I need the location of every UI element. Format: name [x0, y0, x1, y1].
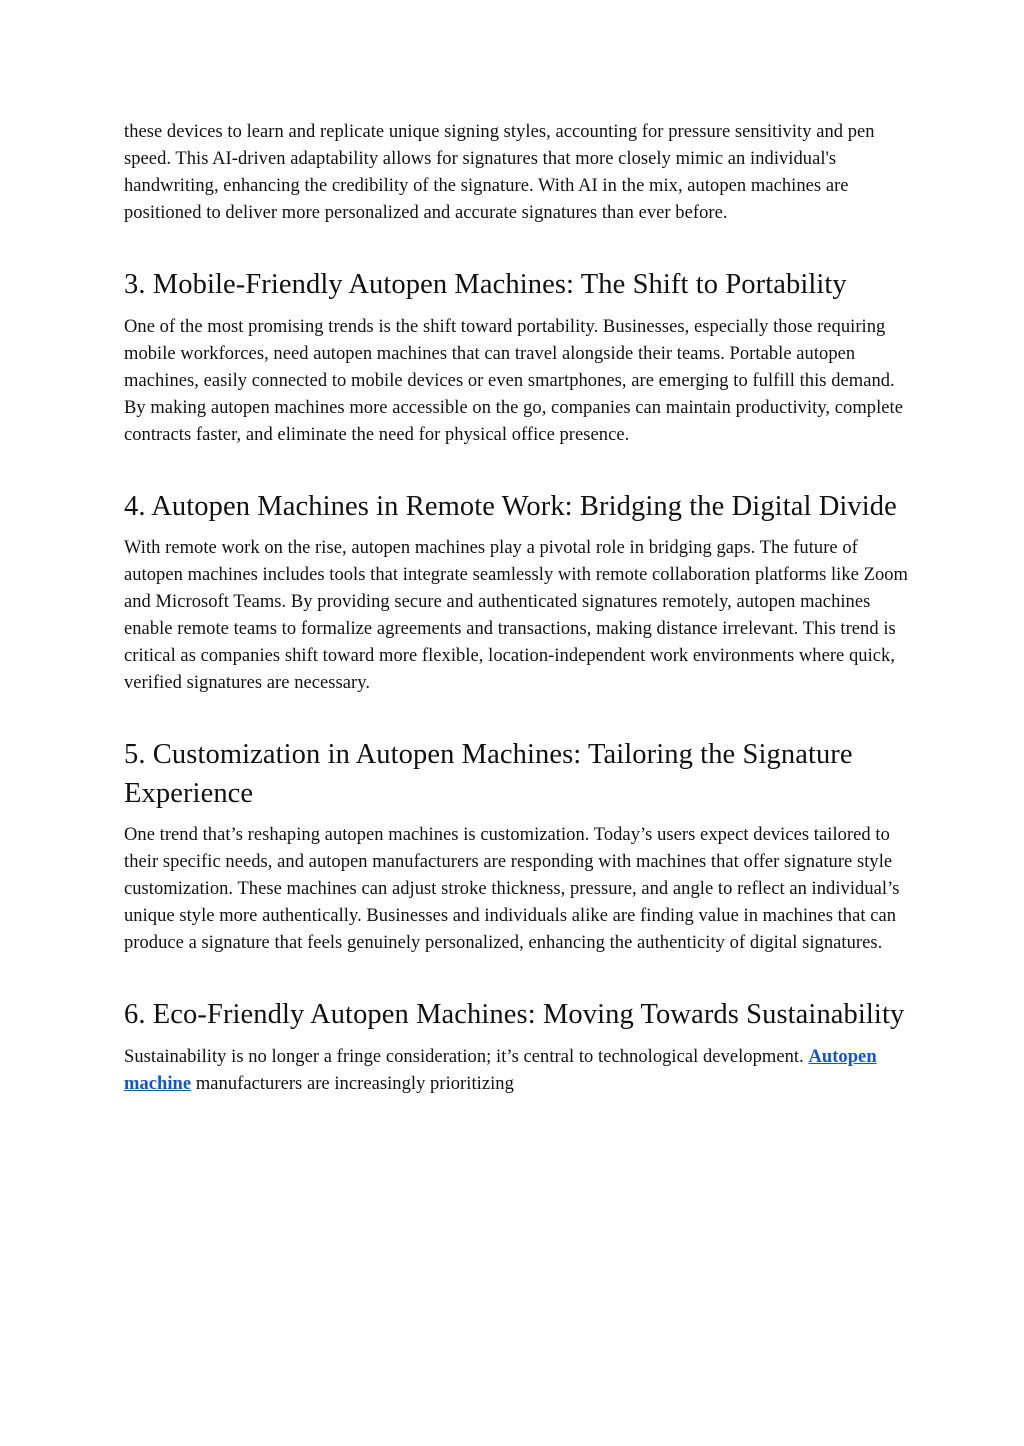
section-4 [124, 488, 914, 698]
intro-paragraph: these devices to learn and replicate unique signing styles, accounting for pressure sensitivity and pen speed. This AI-driven adaptability allows for signatures that more closely mimic an individual's handwriting, enhancing the credibility of the signature. With AI in the mix, autopen machines are positioned to deliver more personalized and accurate signatures than ever before. [124, 122, 875, 223]
section-3-heading: 3. Mobile-Friendly Autopen Machines: The Shift to Portability [124, 269, 847, 300]
section-3 [124, 266, 914, 449]
section-4-heading: 4. Autopen Machines in Remote Work: Bridging the Digital Divide [124, 490, 897, 522]
section-3-paragraph: One of the most promising trends is the shift toward portability. Businesses, especially those requiring mobile workforces, need autopen machines that can travel alongside their teams. Portable autopen machines, easily connected to mobile devices or even smartphones, are emerging to fulfill this demand. By making autopen machines more accessible on the go, companies can maintain productivity, complete contracts faster, and eliminate the need for physical office presence. [124, 316, 903, 445]
section-6 [124, 996, 914, 1098]
document-page [124, 119, 914, 1098]
section-4-paragraph: With remote work on the rise, autopen machines play a pivotal role in bridging gaps. The future of autopen machines includes tools that integrate seamlessly with remote collaboration platforms like Zoom and Microsoft Teams. By providing secure and authenticated signatures remotely, autopen machines enable remote teams to formalize agreements and transactions, making distance irrelevant. This trend is critical as companies shift toward more flexible, location-independent work environments where quick, verified signatures are necessary. [124, 538, 909, 693]
autopen-machine-link[interactable]: Autopen machine [124, 1046, 877, 1094]
section-5-paragraph: One trend that’s reshaping autopen machines is customization. Today’s users expect devices tailored to their specific needs, and autopen manufacturers are responding with machines that offer signature style customization. These machines can adjust stroke thickness, pressure, and angle to reflect an individual’s unique style more authentically. Businesses and individuals alike are finding value in machines that can produce a signature that feels genuinely personalized, enhancing the authenticity of digital signatures. [124, 825, 900, 953]
section-6-heading: 6. Eco-Friendly Autopen Machines: Moving Towards Sustainability [124, 999, 905, 1030]
section-6-text-after-link: manufacturers are increasingly prioritizing [191, 1073, 514, 1094]
section-5 [124, 736, 914, 957]
section-6-text-before-link: Sustainability is no longer a fringe consideration; it’s central to technological development. [124, 1046, 809, 1067]
section-6-paragraph [124, 1044, 914, 1098]
section-5-heading: 5. Customization in Autopen Machines: Tailoring the Signature Experience [124, 739, 853, 809]
